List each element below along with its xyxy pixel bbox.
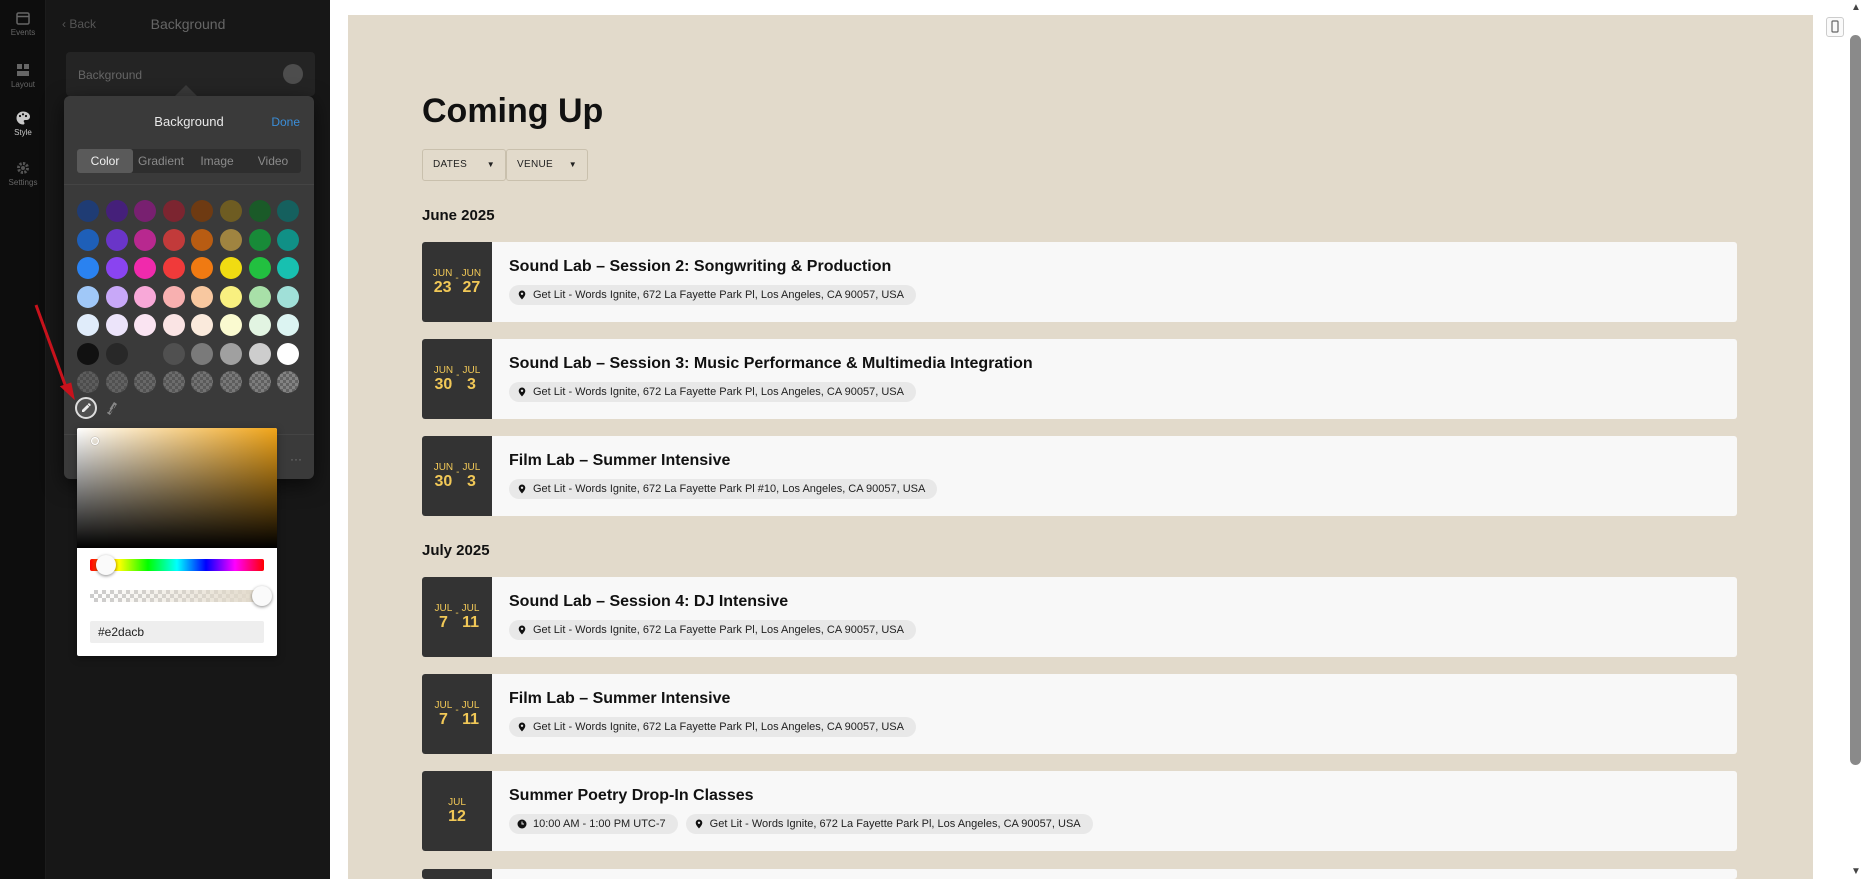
background-popover (64, 96, 314, 479)
hue-slider[interactable] (90, 559, 264, 571)
event-location: Get Lit - Words Ignite, 672 La Fayette Park Pl, Los Angeles, CA 90057, USA (533, 289, 904, 301)
tab-image[interactable]: Image (200, 154, 234, 168)
color-swatch[interactable] (249, 229, 271, 251)
location-pin-icon (517, 625, 527, 635)
color-swatch[interactable] (134, 343, 156, 365)
color-swatch[interactable] (249, 257, 271, 279)
event-start-date (435, 603, 453, 632)
scroll-down-icon[interactable]: ▼ (1851, 866, 1861, 877)
done-button[interactable]: Done (271, 115, 300, 129)
event-card[interactable] (422, 436, 1737, 516)
end-day: 3 (466, 472, 476, 490)
start-day: 30 (434, 472, 453, 490)
rail-label-events: Events (10, 28, 36, 37)
color-swatch[interactable] (220, 286, 242, 308)
color-swatch[interactable] (220, 343, 242, 365)
gear-icon (15, 160, 31, 176)
event-time-chip (509, 814, 678, 834)
event-card[interactable] (422, 771, 1737, 851)
color-swatch[interactable] (220, 200, 242, 222)
date-range-separator: - (455, 272, 459, 284)
event-end-date (463, 365, 481, 394)
event-meta (509, 382, 916, 402)
alpha-handle[interactable] (252, 586, 272, 606)
event-end-date (463, 462, 481, 491)
event-date-block (422, 436, 492, 516)
color-swatch[interactable] (134, 229, 156, 251)
end-day: 11 (462, 710, 480, 728)
color-swatch[interactable] (106, 200, 128, 222)
event-location-chip[interactable] (509, 479, 937, 499)
color-swatch[interactable] (106, 286, 128, 308)
transparent-swatch[interactable] (134, 371, 156, 393)
popover-divider (64, 184, 314, 185)
event-start-date (448, 797, 466, 826)
event-title[interactable]: Sound Lab – Session 4: DJ Intensive (509, 593, 789, 610)
transparent-swatch[interactable] (163, 371, 185, 393)
event-title[interactable]: Sound Lab – Session 3: Music Performance & Multimedia Integration (509, 355, 1033, 372)
date-range-separator: - (456, 369, 460, 381)
left-rail (0, 0, 46, 879)
start-month: JUL (434, 699, 453, 711)
rail-item-layout[interactable] (0, 62, 46, 89)
no-color-button[interactable] (101, 397, 123, 419)
palette-icon (15, 110, 31, 126)
event-meta (509, 620, 916, 640)
color-swatch[interactable] (249, 200, 271, 222)
popover-title: Background (154, 114, 224, 129)
hue-handle[interactable] (96, 555, 116, 575)
color-swatch[interactable] (277, 343, 299, 365)
event-location-chip[interactable] (509, 620, 916, 640)
transparent-swatch[interactable] (191, 371, 213, 393)
event-date-block (422, 242, 492, 322)
date-range-separator: - (456, 466, 460, 478)
event-start-date (434, 462, 453, 491)
start-day: 23 (433, 278, 452, 296)
color-swatch[interactable] (77, 200, 99, 222)
location-pin-icon (517, 722, 527, 732)
transparent-swatch[interactable] (106, 371, 128, 393)
location-pin-icon (517, 290, 527, 300)
event-location: Get Lit - Words Ignite, 672 La Fayette Park Pl, Los Angeles, CA 90057, USA (533, 624, 904, 636)
caret-down-icon: ▼ (486, 160, 495, 169)
back-label: Back (69, 17, 97, 31)
hex-color-input[interactable] (90, 621, 264, 643)
start-month: JUL (434, 602, 453, 614)
event-title[interactable]: Film Lab – Summer Intensive (509, 690, 731, 707)
saturation-handle[interactable] (91, 437, 99, 445)
color-swatch[interactable] (191, 200, 213, 222)
color-swatch[interactable] (106, 343, 128, 365)
end-month: JUL (462, 364, 481, 376)
color-swatch[interactable] (134, 200, 156, 222)
end-day: 3 (466, 375, 476, 393)
rail-item-events[interactable] (0, 10, 46, 37)
color-swatch[interactable] (134, 314, 156, 336)
saturation-value-area[interactable] (77, 428, 277, 548)
mobile-icon (1827, 18, 1843, 36)
rail-item-style[interactable] (0, 110, 46, 137)
event-start-date (434, 365, 453, 394)
event-title[interactable]: Film Lab – Summer Intensive (509, 452, 731, 469)
month-heading-july: July 2025 (422, 542, 490, 559)
background-type-tabs (77, 149, 301, 173)
layout-icon (15, 62, 31, 78)
rail-label-style: Style (14, 128, 32, 137)
color-swatch[interactable] (163, 200, 185, 222)
end-month: JUL (461, 699, 480, 711)
event-meta (509, 285, 916, 305)
start-day: 7 (438, 613, 448, 631)
color-swatch[interactable] (191, 257, 213, 279)
event-location-chip[interactable] (509, 717, 916, 737)
rail-item-settings[interactable] (0, 160, 46, 187)
color-swatch[interactable] (77, 229, 99, 251)
start-month: JUL (448, 796, 466, 808)
dates-filter-label: DATES (433, 159, 468, 170)
event-date-block (422, 674, 492, 754)
background-row-label: Background (78, 68, 143, 82)
event-meta (509, 479, 937, 499)
event-date-block (422, 339, 492, 419)
annotation-arrow-icon (30, 300, 90, 410)
event-start-date (435, 700, 453, 729)
event-location-chip[interactable] (509, 285, 916, 305)
color-swatch[interactable] (277, 314, 299, 336)
alpha-slider[interactable] (90, 590, 264, 602)
no-fill-icon (104, 400, 120, 416)
event-meta (509, 717, 916, 737)
color-swatch[interactable] (163, 286, 185, 308)
color-swatch[interactable] (191, 314, 213, 336)
location-pin-icon (517, 484, 527, 494)
location-pin-icon (517, 387, 527, 397)
color-swatch[interactable] (134, 286, 156, 308)
location-pin-icon (694, 819, 704, 829)
color-swatch[interactable] (77, 257, 99, 279)
color-swatch[interactable] (163, 257, 185, 279)
color-swatch[interactable] (220, 257, 242, 279)
color-swatch[interactable] (163, 229, 185, 251)
color-swatch[interactable] (106, 229, 128, 251)
end-day: 27 (462, 278, 481, 296)
color-swatch[interactable] (106, 314, 128, 336)
event-date-block (422, 869, 492, 879)
event-end-date (462, 603, 480, 632)
event-date-block (422, 771, 492, 851)
event-card[interactable] (422, 674, 1737, 754)
event-end-date (462, 700, 480, 729)
event-location-chip[interactable] (509, 382, 916, 402)
color-swatch[interactable] (277, 200, 299, 222)
color-swatch[interactable] (134, 257, 156, 279)
venue-filter[interactable] (506, 149, 588, 181)
event-location: Get Lit - Words Ignite, 672 La Fayette Park Pl #10, Los Angeles, CA 90057, USA (533, 483, 926, 495)
event-start-date (433, 268, 452, 297)
start-month: JUN (433, 461, 454, 473)
color-swatch[interactable] (249, 343, 271, 365)
rail-label-layout: Layout (10, 80, 36, 89)
event-title[interactable]: Summer Poetry Drop-In Classes (509, 787, 754, 804)
event-card[interactable] (422, 242, 1737, 322)
color-swatch[interactable] (277, 257, 299, 279)
month-heading-june: June 2025 (422, 207, 495, 224)
event-card-partial[interactable] (422, 869, 1737, 879)
color-swatch[interactable] (163, 343, 185, 365)
event-end-date (462, 268, 481, 297)
color-swatch[interactable] (191, 229, 213, 251)
scrollbar-thumb[interactable] (1850, 35, 1861, 765)
color-picker (77, 428, 277, 656)
event-date-block (422, 577, 492, 657)
event-time: 10:00 AM - 1:00 PM UTC-7 (533, 818, 666, 830)
date-range-separator: - (455, 607, 459, 619)
rail-label-settings: Settings (8, 178, 38, 187)
color-swatch[interactable] (106, 257, 128, 279)
event-card[interactable] (422, 339, 1737, 419)
event-location-chip[interactable] (686, 814, 1093, 834)
event-title[interactable]: Sound Lab – Session 2: Songwriting & Production (509, 258, 892, 275)
page-title: Coming Up (422, 92, 604, 130)
event-card[interactable] (422, 577, 1737, 657)
tab-color[interactable]: Color (77, 149, 133, 173)
scroll-up-icon[interactable]: ▲ (1851, 2, 1861, 13)
panel-title: Background (150, 16, 226, 32)
background-swatch[interactable] (283, 64, 303, 84)
start-day: 12 (448, 807, 466, 825)
color-swatch[interactable] (163, 314, 185, 336)
transparent-swatch[interactable] (277, 371, 299, 393)
transparent-swatch[interactable] (249, 371, 271, 393)
start-day: 30 (434, 375, 453, 393)
tab-video[interactable]: Video (257, 154, 289, 168)
color-swatch[interactable] (191, 343, 213, 365)
event-meta (509, 814, 1093, 834)
color-swatch[interactable] (277, 286, 299, 308)
end-month: JUN (461, 267, 482, 279)
more-options-button[interactable]: ··· (290, 452, 302, 466)
dates-filter[interactable] (422, 149, 506, 181)
transparent-swatch[interactable] (220, 371, 242, 393)
event-location: Get Lit - Words Ignite, 672 La Fayette Park Pl, Los Angeles, CA 90057, USA (709, 818, 1081, 830)
end-month: JUL (462, 461, 481, 473)
color-swatch[interactable] (220, 314, 242, 336)
tab-gradient[interactable]: Gradient (137, 154, 185, 168)
chevron-left-icon: ‹ (62, 17, 70, 31)
date-range-separator: - (455, 704, 459, 716)
color-swatch[interactable] (249, 314, 271, 336)
start-month: JUN (433, 364, 454, 376)
event-location: Get Lit - Words Ignite, 672 La Fayette Park Pl, Los Angeles, CA 90057, USA (533, 721, 904, 733)
color-swatch[interactable] (220, 229, 242, 251)
calendar-icon (15, 10, 31, 26)
end-month: JUL (461, 602, 480, 614)
venue-filter-label: VENUE (517, 159, 553, 170)
device-preview-button[interactable] (1826, 17, 1844, 37)
color-swatch[interactable] (277, 229, 299, 251)
color-swatch[interactable] (249, 286, 271, 308)
start-month: JUN (432, 267, 453, 279)
start-day: 7 (438, 710, 448, 728)
color-swatch[interactable] (191, 286, 213, 308)
end-day: 11 (462, 613, 480, 631)
event-location: Get Lit - Words Ignite, 672 La Fayette Park Pl, Los Angeles, CA 90057, USA (533, 386, 904, 398)
clock-icon (517, 819, 527, 829)
caret-down-icon: ▼ (568, 160, 577, 169)
